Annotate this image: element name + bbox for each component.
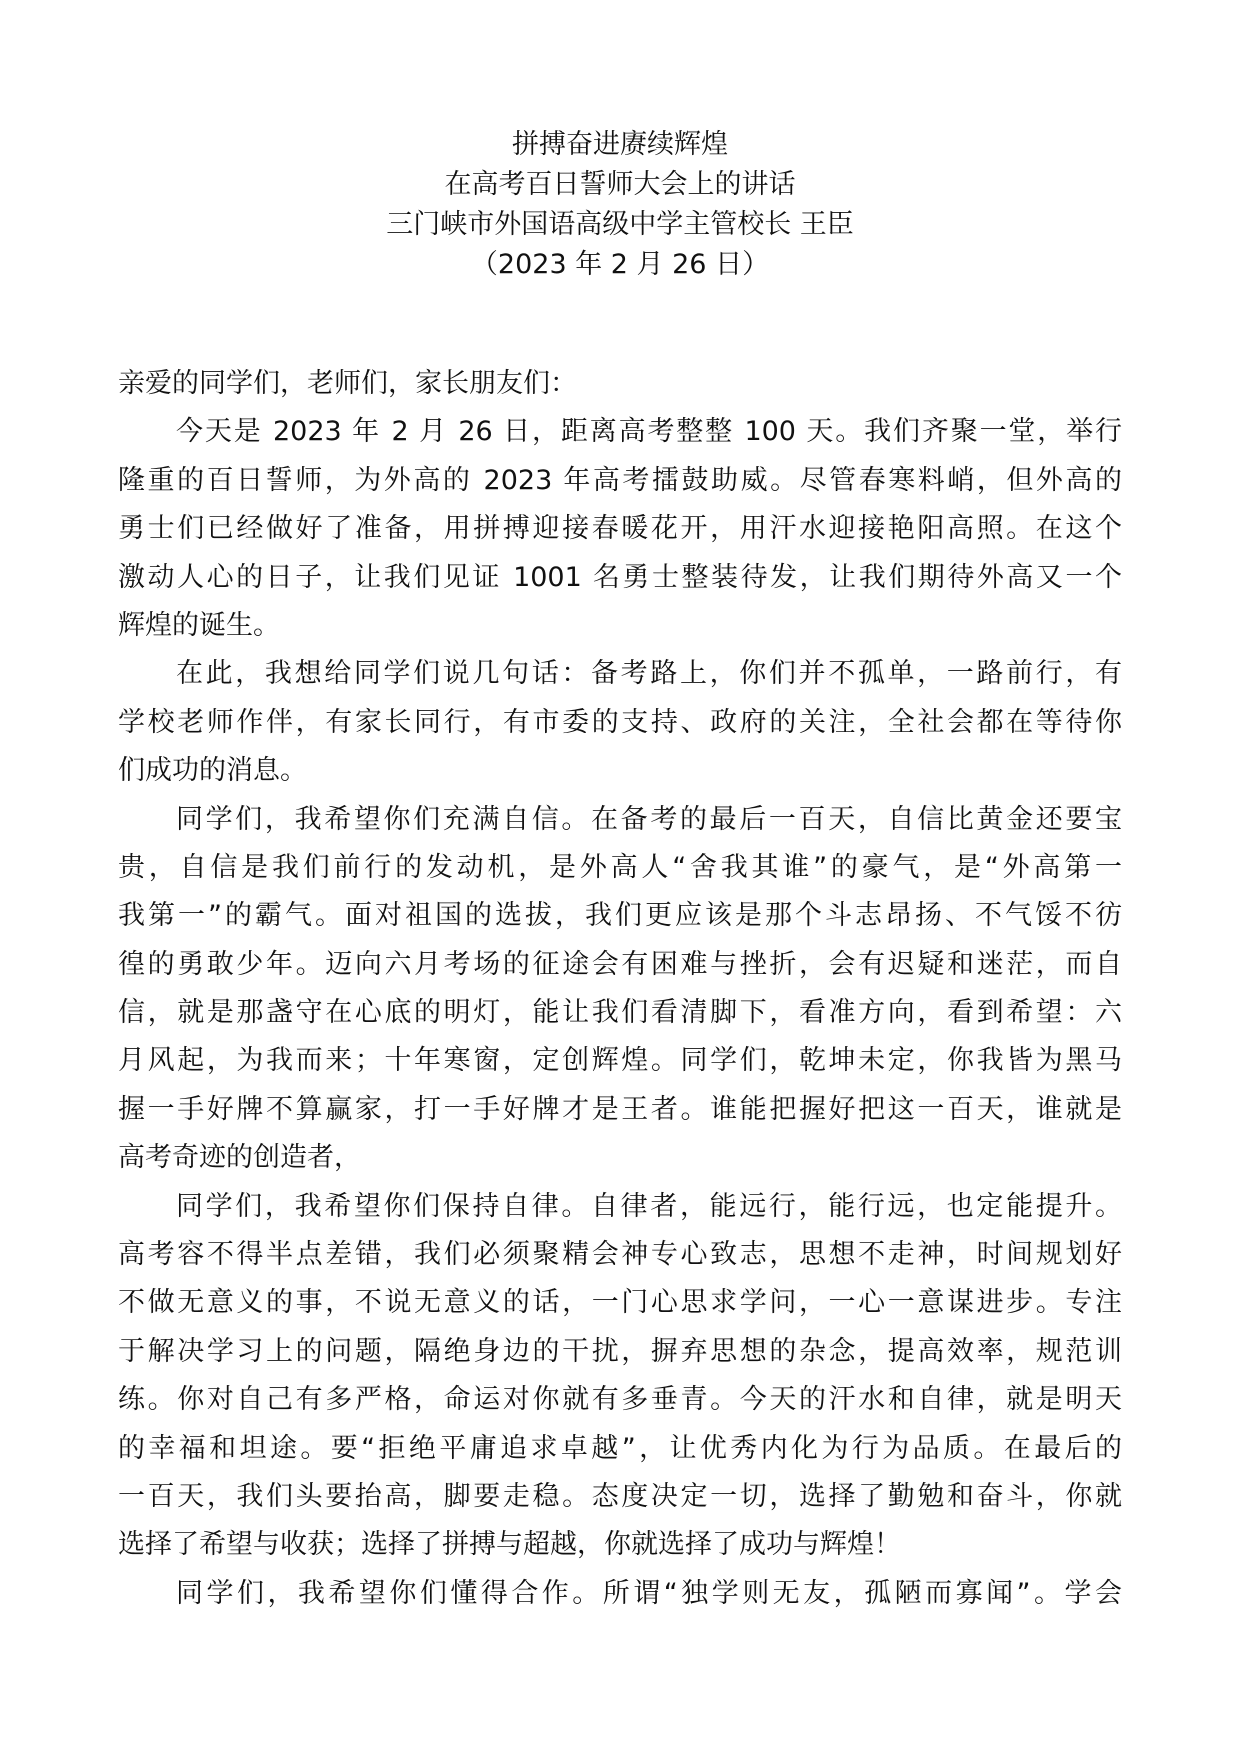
paragraph-line: 激动人心的日子，让我们见证 1001 名勇士整装待发，让我们期待外高又一个 xyxy=(118,561,1122,593)
paragraph-line: 辉煌的诞生。 xyxy=(118,609,280,641)
speech-body xyxy=(118,360,1122,1618)
paragraph-line: 练。你对自己有多严格，命运对你就有多垂青。今天的汗水和自律，就是明天 xyxy=(118,1384,1122,1416)
paragraph-line: 们成功的消息。 xyxy=(118,755,307,787)
paragraph-line: 月风起，为我而来；十年寒窗，定创辉煌。同学们，乾坤未定，你我皆为黑马 xyxy=(118,1045,1122,1077)
paragraph-line: 握一手好牌不算赢家，打一手好牌才是王者。谁能把握好把这一百天，谁就是 xyxy=(118,1093,1122,1125)
paragraph-line: 徨的勇敢少年。迈向六月考场的征途会有困难与挫折，会有迟疑和迷茫，而自 xyxy=(118,948,1122,980)
speaker-line: 三门峡市外国语高级中学主管校长 王臣 xyxy=(386,209,854,240)
paragraph-line: 选择了希望与收获；选择了拼搏与超越，你就选择了成功与辉煌！ xyxy=(118,1529,901,1561)
speech-subtitle: 在高考百日誓师大会上的讲话 xyxy=(444,169,796,200)
document-header xyxy=(0,125,1240,285)
paragraph-line: 信，就是那盏守在心底的明灯，能让我们看清脚下，看准方向，看到希望：六 xyxy=(118,997,1122,1029)
paragraph-line: 的幸福和坦途。要“拒绝平庸追求卓越”，让优秀内化为行为品质。在最后的 xyxy=(118,1432,1122,1464)
paragraph-line: 同学们，我希望你们懂得合作。所谓“独学则无友，孤陋而寡闻”。学会 xyxy=(176,1577,1122,1609)
salutation-line: 亲爱的同学们，老师们，家长朋友们： xyxy=(118,368,577,399)
paragraph-line: 勇士们已经做好了准备，用拼搏迎接春暖花开，用汗水迎接艳阳高照。在这个 xyxy=(118,513,1122,545)
paragraph-line: 贵，自信是我们前行的发动机，是外高人“舍我其谁”的豪气，是“外高第一 xyxy=(118,851,1122,883)
paragraph-line: 高考容不得半点差错，我们必须聚精会神专心致志，思想不走神，时间规划好 xyxy=(118,1239,1122,1271)
paragraph-line: 同学们，我希望你们充满自信。在备考的最后一百天，自信比黄金还要宝 xyxy=(176,803,1122,835)
paragraph-line: 高考奇迹的创造者， xyxy=(118,1142,361,1174)
paragraph-line: 学校老师作伴，有家长同行，有市委的支持、政府的关注，全社会都在等待你 xyxy=(118,706,1122,738)
paragraph-line: 不做无意义的事，不说无意义的话，一门心思求学问，一心一意谋进步。专注 xyxy=(118,1287,1122,1319)
paragraph-line: 隆重的百日誓师，为外高的 2023 年高考擂鼓助威。尽管春寒料峭，但外高的 xyxy=(118,464,1122,496)
paragraph-line: 在此，我想给同学们说几句话：备考路上，你们并不孤单，一路前行，有 xyxy=(176,658,1122,690)
speech-title: 拼搏奋进赓续辉煌 xyxy=(512,129,728,160)
paragraph-line: 于解决学习上的问题，隔绝身边的干扰，摒弃思想的杂念，提高效率，规范训 xyxy=(118,1335,1122,1367)
speech-date: （2023 年 2 月 26 日） xyxy=(470,249,770,280)
paragraph-line: 一百天，我们头要抬高，脚要走稳。态度决定一切，选择了勤勉和奋斗，你就 xyxy=(118,1480,1122,1512)
paragraph-line: 同学们，我希望你们保持自律。自律者，能远行，能行远，也定能提升。 xyxy=(176,1190,1122,1222)
paragraph-line: 今天是 2023 年 2 月 26 日，距离高考整整 100 天。我们齐聚一堂，举行 xyxy=(176,416,1122,448)
paragraph-line: 我第一”的霸气。面对祖国的选拔，我们更应该是那个斗志昂扬、不气馁不彷 xyxy=(118,900,1122,932)
